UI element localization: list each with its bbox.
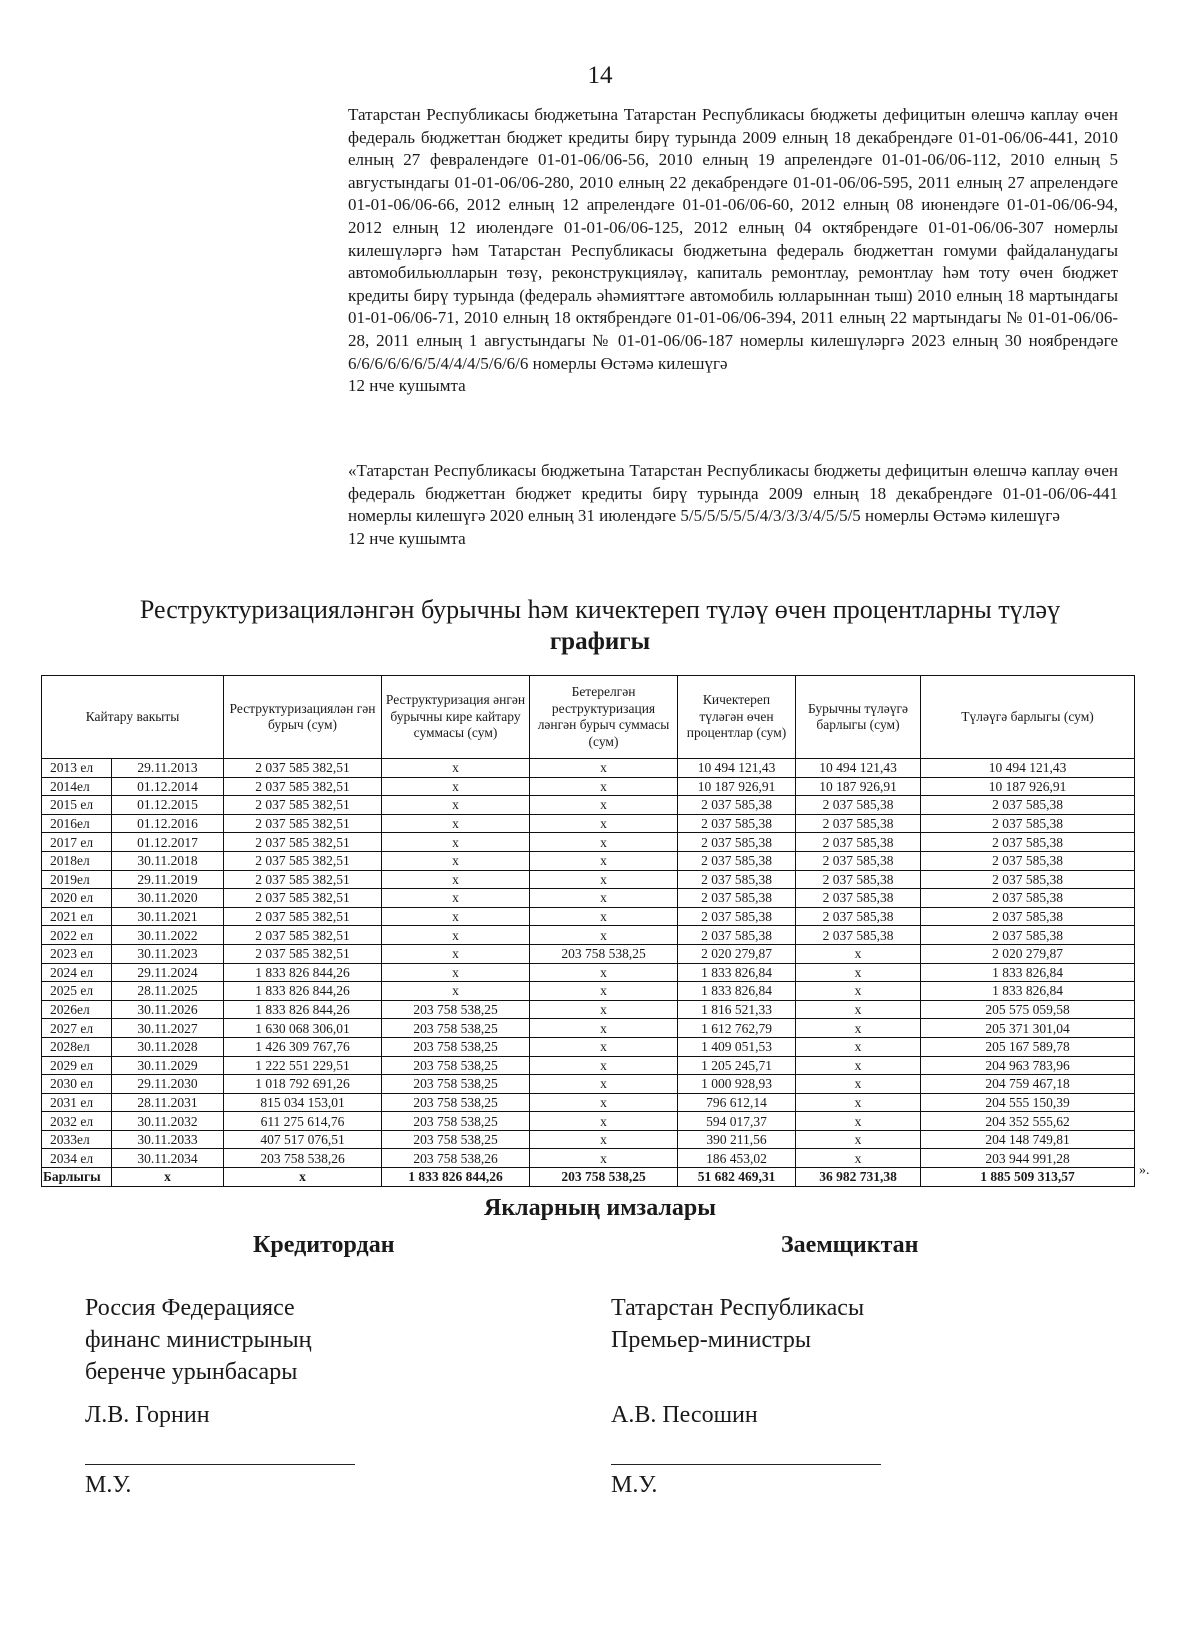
header-total-debt-payment: Бурычны түләүгә барлыгы (сум)	[796, 676, 921, 759]
table-row	[42, 926, 1135, 945]
table-total-row	[42, 1168, 1135, 1187]
cell-interest: 2 037 585,38	[678, 814, 796, 833]
cell-debt-total: x	[796, 1037, 921, 1056]
cell-interest: 796 612,14	[678, 1093, 796, 1112]
cell-return: x	[382, 982, 530, 1001]
cell-total: 2 037 585,38	[921, 870, 1135, 889]
closing-quote: ».	[1139, 1163, 1150, 1178]
cell-debt: 2 037 585 382,51	[224, 889, 382, 908]
cell-total: 1 885 509 313,57	[921, 1168, 1135, 1187]
cell-total: 2 037 585,38	[921, 814, 1135, 833]
cell-total: 203 944 991,28	[921, 1149, 1135, 1168]
cell-repaid: x	[530, 1019, 678, 1038]
appendix-label: 12 нче кушымта	[348, 528, 466, 548]
borrower-title	[611, 1292, 864, 1356]
cell-debt: 2 037 585 382,51	[224, 870, 382, 889]
cell-debt-total: x	[796, 944, 921, 963]
cell-repaid: x	[530, 1112, 678, 1131]
cell-debt: 2 037 585 382,51	[224, 796, 382, 815]
table-row	[42, 759, 1135, 778]
cell-interest: 390 211,56	[678, 1130, 796, 1149]
cell-year: 2015 ел	[42, 796, 112, 815]
cell-debt-total: x	[796, 1130, 921, 1149]
table-body	[42, 759, 1135, 1187]
cell-repaid: x	[530, 814, 678, 833]
cell-return: x	[382, 851, 530, 870]
cell-return: 203 758 538,25	[382, 1130, 530, 1149]
appendix-label: 12 нче кушымта	[348, 376, 466, 396]
cell-debt: 1 630 068 306,01	[224, 1019, 382, 1038]
cell-debt-total: 10 494 121,43	[796, 759, 921, 778]
cell-date: 30.11.2028	[112, 1037, 224, 1056]
cell-date: x	[112, 1168, 224, 1187]
cell-date: 30.11.2032	[112, 1112, 224, 1131]
table-row	[42, 944, 1135, 963]
cell-interest: 2 037 585,38	[678, 851, 796, 870]
cell-debt-total: 2 037 585,38	[796, 926, 921, 945]
cell-debt: 1 222 551 229,51	[224, 1056, 382, 1075]
cell-debt: 2 037 585 382,51	[224, 833, 382, 852]
borrower-title-line: Татарстан Республикасы	[611, 1295, 865, 1321]
cell-total: 1 833 826,84	[921, 963, 1135, 982]
cell-year: 2023 ел	[42, 944, 112, 963]
cell-date: 29.11.2019	[112, 870, 224, 889]
cell-date: 29.11.2024	[112, 963, 224, 982]
table-row	[42, 777, 1135, 796]
cell-interest: 1 000 928,93	[678, 1075, 796, 1094]
cell-repaid: x	[530, 1075, 678, 1094]
cell-return: x	[382, 833, 530, 852]
cell-total: 2 037 585,38	[921, 926, 1135, 945]
cell-year: 2021 ел	[42, 907, 112, 926]
table-row	[42, 1056, 1135, 1075]
cell-debt-total: 10 187 926,91	[796, 777, 921, 796]
cell-repaid: x	[530, 759, 678, 778]
table-row	[42, 814, 1135, 833]
cell-year: 2034 ел	[42, 1149, 112, 1168]
cell-interest: 2 037 585,38	[678, 870, 796, 889]
cell-repaid: x	[530, 982, 678, 1001]
cell-year: 2033ел	[42, 1130, 112, 1149]
table-row	[42, 907, 1135, 926]
cell-date: 01.12.2017	[112, 833, 224, 852]
creditor-heading: Кредитордан	[253, 1232, 395, 1258]
cell-return: 203 758 538,25	[382, 1000, 530, 1019]
cell-interest: 2 037 585,38	[678, 907, 796, 926]
cell-debt-total: x	[796, 982, 921, 1001]
cell-return: x	[382, 870, 530, 889]
cell-repaid: x	[530, 1130, 678, 1149]
preamble-paragraph: Татарстан Республикасы бюджетына Татарстан Республикасы бюджеты дефицитын өлешчә каплау өчен федераль бюджеттан бюджет кредиты бирү турында 2009 елның 18 декабрендәге 01-01-06/06-441, 2010 елның 27 февралендәге 01-01-06/06-56, 2010 елның 19 апрелендәге 01-01-06/06-112, 2010 елның 5 августындагы 01-01-06/06-280, 2010 елның 22 декабрендәге 01-01-06/06-595, 2011 елның 27 апрелендәге 01-01-06/06-66, 2012 елның 12 апрелендәге 01-01-06/06-60, 2012 елның 08 июнендәге 01-01-06/06-94, 2012 елның 12 июлендәге 01-01-06/06-125, 2012 елның 04 октябрендәге 01-01-06/06-307 номерлы килешүләргә һәм Татарстан Республикасы бюджетына федераль бюджеттан гомуми файдаланудагы автомобильюлларын төзү, реконструкцияләү, капиталь ремонтлау, ремонтлау һәм тоту өчен бюджет кредиты бирү турында (федераль әһәмияттәге автомобиль юлларыннан тыш) 2010 елның 18 мартындагы 01-01-06/06-71, 2010 елның 18 октябрендәге 01-01-06/06-394, 2011 елның 22 мартындагы № 01-01-06/06-28, 2011 елның 1 августындагы № 01-01-06/06-187 номерлы килешүләргә 2023 елның 30 ноябрендәге 6/6/6/6/6/6/5/4/4/4/5/6/6/6 номерлы Өстәмә килешүгә	[348, 105, 1118, 373]
cell-debt: 2 037 585 382,51	[224, 944, 382, 963]
cell-repaid: 203 758 538,25	[530, 1168, 678, 1187]
table-row	[42, 870, 1135, 889]
cell-debt: 611 275 614,76	[224, 1112, 382, 1131]
cell-debt: 1 426 309 767,76	[224, 1037, 382, 1056]
cell-debt-total: 2 037 585,38	[796, 796, 921, 815]
borrower-title-line: Премьер-министры	[611, 1327, 812, 1353]
cell-debt: 2 037 585 382,51	[224, 907, 382, 926]
table-row	[42, 1130, 1135, 1149]
cell-repaid: x	[530, 1000, 678, 1019]
cell-total: 204 555 150,39	[921, 1093, 1135, 1112]
cell-debt-total: x	[796, 1093, 921, 1112]
cell-year: 2026ел	[42, 1000, 112, 1019]
cell-total: 2 037 585,38	[921, 907, 1135, 926]
creditor-title-line: Россия Федерациясе	[85, 1295, 295, 1321]
cell-date: 30.11.2021	[112, 907, 224, 926]
table-row	[42, 1019, 1135, 1038]
cell-interest: 1 833 826,84	[678, 982, 796, 1001]
header-total-payment: Түләүгә барлыгы (сум)	[921, 676, 1135, 759]
cell-total: 2 037 585,38	[921, 851, 1135, 870]
table-row	[42, 1037, 1135, 1056]
cell-total: 2 037 585,38	[921, 796, 1135, 815]
cell-return: 203 758 538,25	[382, 1112, 530, 1131]
cell-return: x	[382, 814, 530, 833]
borrower-signer-name: А.В. Песошин	[611, 1402, 758, 1428]
creditor-title	[85, 1292, 311, 1388]
cell-total: 205 575 059,58	[921, 1000, 1135, 1019]
creditor-signature-line	[85, 1464, 355, 1465]
table-row	[42, 796, 1135, 815]
payment-schedule-table-wrapper	[41, 675, 1134, 1187]
cell-total: 10 494 121,43	[921, 759, 1135, 778]
table-row	[42, 1075, 1135, 1094]
cell-interest: 1 409 051,53	[678, 1037, 796, 1056]
cell-year: 2018ел	[42, 851, 112, 870]
table-row	[42, 963, 1135, 982]
cell-date: 30.11.2023	[112, 944, 224, 963]
cell-return: x	[382, 926, 530, 945]
cell-year: 2014ел	[42, 777, 112, 796]
cell-total: 205 371 301,04	[921, 1019, 1135, 1038]
cell-debt-total: 2 037 585,38	[796, 889, 921, 908]
cell-interest: 10 187 926,91	[678, 777, 796, 796]
cell-year: Барлыгы	[42, 1168, 112, 1187]
cell-debt-total: x	[796, 1056, 921, 1075]
cell-year: 2029 ел	[42, 1056, 112, 1075]
schedule-title	[0, 594, 1200, 658]
table-row	[42, 1112, 1135, 1131]
cell-return: x	[382, 907, 530, 926]
cell-date: 30.11.2027	[112, 1019, 224, 1038]
header-repaid-restructured: Бетерелгән реструктуризация ләнгән бурыч суммасы (сум)	[530, 676, 678, 759]
table-row	[42, 833, 1135, 852]
cell-date: 28.11.2031	[112, 1093, 224, 1112]
cell-debt: 407 517 076,51	[224, 1130, 382, 1149]
cell-interest: 186 453,02	[678, 1149, 796, 1168]
cell-date: 30.11.2020	[112, 889, 224, 908]
cell-date: 29.11.2030	[112, 1075, 224, 1094]
cell-repaid: x	[530, 889, 678, 908]
cell-debt: 1 833 826 844,26	[224, 982, 382, 1001]
cell-total: 2 020 279,87	[921, 944, 1135, 963]
cell-year: 2020 ел	[42, 889, 112, 908]
cell-date: 30.11.2022	[112, 926, 224, 945]
cell-debt: 2 037 585 382,51	[224, 814, 382, 833]
schedule-title-line: Реструктуризацияләнгән бурычны һәм кичектереп түләү өчен процентларны түләү	[139, 595, 1061, 624]
cell-interest: 1 205 245,71	[678, 1056, 796, 1075]
cell-year: 2013 ел	[42, 759, 112, 778]
cell-debt-total: x	[796, 1112, 921, 1131]
cell-return: 1 833 826 844,26	[382, 1168, 530, 1187]
cell-interest: 2 020 279,87	[678, 944, 796, 963]
table-row	[42, 851, 1135, 870]
header-deferred-interest: Кичектереп түләгән өчен процентлар (сум)	[678, 676, 796, 759]
cell-date: 28.11.2025	[112, 982, 224, 1001]
cell-return: 203 758 538,26	[382, 1149, 530, 1168]
cell-year: 2016ел	[42, 814, 112, 833]
creditor-title-line: финанс министрының	[85, 1327, 312, 1353]
cell-year: 2025 ел	[42, 982, 112, 1001]
cell-debt-total: x	[796, 1019, 921, 1038]
header-repayment-date: Кайтару вакыты	[42, 676, 224, 759]
cell-year: 2017 ел	[42, 833, 112, 852]
signatures-heading: Якларның имзалары	[484, 1195, 716, 1221]
cell-debt-total: x	[796, 1075, 921, 1094]
cell-repaid: 203 758 538,25	[530, 944, 678, 963]
cell-total: 1 833 826,84	[921, 982, 1135, 1001]
cell-total: 2 037 585,38	[921, 889, 1135, 908]
table-header-row	[42, 676, 1135, 759]
cell-interest: 594 017,37	[678, 1112, 796, 1131]
preamble-block-2	[348, 460, 1118, 550]
cell-return: x	[382, 889, 530, 908]
cell-repaid: x	[530, 1037, 678, 1056]
cell-date: 01.12.2016	[112, 814, 224, 833]
cell-year: 2024 ел	[42, 963, 112, 982]
cell-year: 2032 ел	[42, 1112, 112, 1131]
creditor-title-line: беренче урынбасары	[85, 1359, 298, 1385]
borrower-stamp-label: М.У.	[611, 1472, 658, 1498]
cell-year: 2030 ел	[42, 1075, 112, 1094]
cell-total: 204 759 467,18	[921, 1075, 1135, 1094]
cell-repaid: x	[530, 926, 678, 945]
table-row	[42, 1000, 1135, 1019]
payment-schedule-table	[41, 675, 1135, 1187]
cell-debt-total: 2 037 585,38	[796, 870, 921, 889]
cell-interest: 1 612 762,79	[678, 1019, 796, 1038]
page-number: 14	[587, 62, 613, 89]
cell-debt-total: 2 037 585,38	[796, 907, 921, 926]
cell-debt: 1 833 826 844,26	[224, 963, 382, 982]
cell-interest: 51 682 469,31	[678, 1168, 796, 1187]
header-restructured-debt: Реструктуризациялән гән бурыч (сум)	[224, 676, 382, 759]
cell-date: 01.12.2015	[112, 796, 224, 815]
cell-year: 2031 ел	[42, 1093, 112, 1112]
borrower-signature-line	[611, 1464, 881, 1465]
cell-return: 203 758 538,25	[382, 1075, 530, 1094]
cell-interest: 2 037 585,38	[678, 889, 796, 908]
cell-return: x	[382, 777, 530, 796]
cell-date: 01.12.2014	[112, 777, 224, 796]
creditor-stamp-label: М.У.	[85, 1472, 132, 1498]
cell-interest: 2 037 585,38	[678, 833, 796, 852]
cell-total: 204 148 749,81	[921, 1130, 1135, 1149]
cell-date: 30.11.2033	[112, 1130, 224, 1149]
cell-return: x	[382, 944, 530, 963]
borrower-heading: Заемщиктан	[781, 1232, 919, 1258]
cell-interest: 1 833 826,84	[678, 963, 796, 982]
cell-debt-total: 2 037 585,38	[796, 814, 921, 833]
cell-repaid: x	[530, 777, 678, 796]
cell-repaid: x	[530, 1056, 678, 1075]
cell-debt-total: 36 982 731,38	[796, 1168, 921, 1187]
cell-repaid: x	[530, 870, 678, 889]
cell-year: 2027 ел	[42, 1019, 112, 1038]
table-row	[42, 982, 1135, 1001]
cell-debt: 2 037 585 382,51	[224, 777, 382, 796]
cell-year: 2028ел	[42, 1037, 112, 1056]
creditor-signer-name: Л.В. Горнин	[85, 1402, 210, 1428]
cell-year: 2022 ел	[42, 926, 112, 945]
cell-repaid: x	[530, 796, 678, 815]
cell-debt: 815 034 153,01	[224, 1093, 382, 1112]
cell-total: 2 037 585,38	[921, 833, 1135, 852]
cell-interest: 2 037 585,38	[678, 926, 796, 945]
cell-repaid: x	[530, 1149, 678, 1168]
cell-repaid: x	[530, 1093, 678, 1112]
cell-debt: 203 758 538,26	[224, 1149, 382, 1168]
cell-interest: 10 494 121,43	[678, 759, 796, 778]
cell-total: 204 352 555,62	[921, 1112, 1135, 1131]
cell-repaid: x	[530, 907, 678, 926]
cell-date: 30.11.2034	[112, 1149, 224, 1168]
cell-date: 30.11.2026	[112, 1000, 224, 1019]
header-restructured-return: Реструктуризация әнгән бурычны кире кайтару суммасы (сум)	[382, 676, 530, 759]
cell-debt-total: 2 037 585,38	[796, 833, 921, 852]
cell-return: 203 758 538,25	[382, 1093, 530, 1112]
cell-debt: 1 018 792 691,26	[224, 1075, 382, 1094]
cell-return: 203 758 538,25	[382, 1037, 530, 1056]
cell-debt-total: x	[796, 963, 921, 982]
cell-return: x	[382, 796, 530, 815]
cell-date: 29.11.2013	[112, 759, 224, 778]
preamble-block-1	[348, 104, 1118, 398]
cell-total: 204 963 783,96	[921, 1056, 1135, 1075]
cell-interest: 1 816 521,33	[678, 1000, 796, 1019]
table-row	[42, 1149, 1135, 1168]
cell-return: 203 758 538,25	[382, 1019, 530, 1038]
cell-total: 10 187 926,91	[921, 777, 1135, 796]
cell-date: 30.11.2029	[112, 1056, 224, 1075]
schedule-title-subline: графигы	[549, 628, 651, 655]
cell-repaid: x	[530, 851, 678, 870]
cell-year: 2019ел	[42, 870, 112, 889]
cell-repaid: x	[530, 963, 678, 982]
table-row	[42, 889, 1135, 908]
cell-return: x	[382, 963, 530, 982]
table-row	[42, 1093, 1135, 1112]
cell-interest: 2 037 585,38	[678, 796, 796, 815]
cell-date: 30.11.2018	[112, 851, 224, 870]
cell-debt-total: 2 037 585,38	[796, 851, 921, 870]
cell-return: 203 758 538,25	[382, 1056, 530, 1075]
cell-total: 205 167 589,78	[921, 1037, 1135, 1056]
cell-debt-total: x	[796, 1149, 921, 1168]
cell-debt: 2 037 585 382,51	[224, 926, 382, 945]
cell-debt: 2 037 585 382,51	[224, 851, 382, 870]
cell-repaid: x	[530, 833, 678, 852]
preamble-paragraph: «Татарстан Республикасы бюджетына Татарстан Республикасы бюджеты дефицитын өлешчә каплау өчен федераль бюджеттан бюджет кредиты бирү турында 2009 елның 18 декабрендәге 01-01-06/06-441 номерлы килешүгә 2020 елның 31 июлендәге 5/5/5/5/5/5/4/3/3/3/4/5/5/5 номерлы Өстәмә килешүгә	[348, 461, 1118, 526]
cell-debt: x	[224, 1168, 382, 1187]
cell-return: x	[382, 759, 530, 778]
cell-debt-total: x	[796, 1000, 921, 1019]
cell-debt: 2 037 585 382,51	[224, 759, 382, 778]
cell-debt: 1 833 826 844,26	[224, 1000, 382, 1019]
